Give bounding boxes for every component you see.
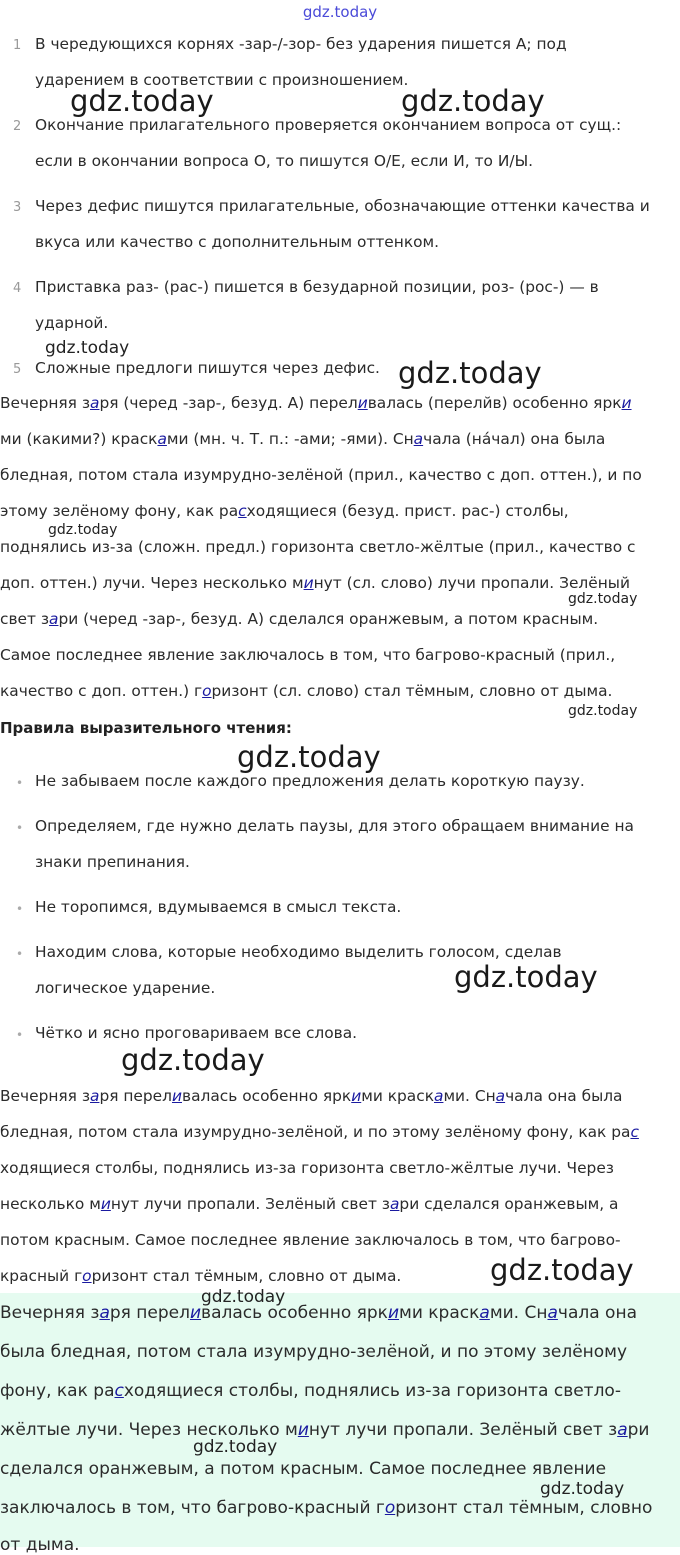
bullet: • (16, 776, 24, 790)
clean-line: красный горизонт стал тёмным, словно от дыма. (0, 1267, 402, 1285)
highlighted-letter: о (82, 1267, 92, 1285)
highlighted-letter: а (617, 1420, 628, 1440)
highlighted-letter: и (189, 1303, 202, 1323)
rule-line: Окончание прилагательного проверяется окончанием вопроса от сущ.: (35, 116, 622, 134)
watermark: gdz.today (540, 1479, 625, 1499)
rule-line: В чередующихся корнях -зар-/-зор- без ударения пишется А; под (35, 35, 567, 53)
highlighted-letter: а (479, 1303, 490, 1323)
watermark: gdz.today (237, 740, 381, 774)
highlighted-letter: и (357, 394, 368, 412)
rule-number: 5 (13, 362, 22, 377)
highlighted-letter: и (387, 1303, 400, 1323)
watermark: gdz.today (201, 1287, 286, 1307)
highlighted-letter: а (413, 430, 424, 448)
rule-line: Приставка раз- (рас-) пишется в безударной позиции, роз- (рос-) — в (35, 278, 599, 296)
highlighted-letter: и (100, 1195, 111, 1213)
site-header[interactable]: gdz.today (302, 3, 378, 21)
highlighted-letter: с (238, 502, 247, 520)
highlighted-letter: с (114, 1381, 124, 1401)
annotated-line: ми (какими?) красками (мн. ч. Т. п.: -ами; -ями). Сначала (нáчал) она была (0, 430, 606, 448)
rule-line: ударной. (35, 314, 109, 332)
rule-number: 1 (13, 38, 22, 53)
bullet: • (16, 821, 24, 835)
rule-line: ударением в соответствии с произношением. (35, 71, 409, 89)
watermark: gdz.today (70, 84, 214, 118)
answer-line: сделался оранжевым, а потом красным. Самое последнее явление (0, 1459, 607, 1479)
clean-line: бледная, потом стала изумрудно-зелёной, и по этому зелёному фону, как рас (0, 1123, 639, 1141)
reading-rule-line: Чётко и ясно проговариваем все слова. (35, 1024, 358, 1042)
annotated-line: Самое последнее явление заключалось в том, что багрово-красный (прил., (0, 646, 616, 664)
highlighted-letter: и (303, 574, 314, 592)
highlighted-letter: а (389, 1195, 400, 1213)
reading-rule-line: Находим слова, которые необходимо выделить голосом, сделав (35, 943, 562, 961)
watermark: gdz.today (398, 356, 542, 390)
highlighted-letter: а (49, 610, 59, 628)
reading-rule-line: Не торопимся, вдумываемся в смысл текста. (35, 898, 402, 916)
highlighted-letter: и (171, 1087, 182, 1105)
annotated-line: этому зелёному фону, как расходящиеся (безуд. прист. рас-) столбы, (0, 502, 569, 520)
annotated-line: доп. оттен.) лучи. Через несколько минут (сл. слово) лучи пропали. Зелёный (0, 574, 630, 592)
clean-line: ходящиеся столбы, поднялись из-за горизонта светло-жёлтые лучи. Через (0, 1159, 614, 1177)
watermark: gdz.today (193, 1437, 278, 1457)
clean-line: Вечерняя заря переливалась особенно яркими красками. Сначала она была (0, 1087, 623, 1105)
watermark: gdz.today (490, 1253, 634, 1287)
rule-line: вкуса или качество с дополнительным оттенком. (35, 233, 440, 251)
annotated-line: свет зари (черед -зар-, безуд. А) сделался оранжевым, а потом красным. (0, 610, 599, 628)
highlighted-letter: а (495, 1087, 506, 1105)
reading-rule-line: Определяем, где нужно делать паузы, для этого обращаем внимание на (35, 817, 634, 835)
bullet: • (16, 902, 24, 916)
reading-rule-line: Не забываем после каждого предложения делать короткую паузу. (35, 772, 585, 790)
watermark: gdz.today (45, 338, 130, 358)
rule-number: 3 (13, 200, 22, 215)
reading-rule-line: знаки препинания. (35, 853, 190, 871)
watermark: gdz.today (568, 703, 638, 719)
rule-line: Сложные предлоги пишутся через дефис. (35, 359, 380, 377)
rule-line: Через дефис пишутся прилагательные, обозначающие оттенки качества и (35, 197, 650, 215)
answer-line: фону, как расходящиеся столбы, поднялись из-за горизонта светло- (0, 1381, 621, 1401)
highlighted-letter: о (202, 682, 212, 700)
highlighted-letter: а (99, 1303, 110, 1323)
annotated-line: поднялись из-за (сложн. предл.) горизонта светло-жёлтые (прил., качество с (0, 538, 636, 556)
highlighted-letter: а (434, 1087, 444, 1105)
annotated-line: качество с доп. оттен.) горизонт (сл. слово) стал тёмным, словно от дыма. (0, 682, 613, 700)
highlighted-letter: с (630, 1123, 639, 1141)
answer-line: заключалось в том, что багрово-красный горизонт стал тёмным, словно (0, 1498, 653, 1518)
watermark: gdz.today (48, 522, 118, 538)
highlighted-letter: а (90, 394, 100, 412)
answer-line: жёлтые лучи. Через несколько минут лучи пропали. Зелёный свет зари (0, 1420, 650, 1440)
rule-number: 2 (13, 119, 22, 134)
reading-rule-line: логическое ударение. (35, 979, 216, 997)
bullet: • (16, 1028, 24, 1042)
clean-line: несколько минут лучи пропали. Зелёный свет зари сделался оранжевым, а (0, 1195, 619, 1213)
highlighted-letter: а (90, 1087, 100, 1105)
highlighted-letter: и (621, 394, 632, 412)
highlighted-letter: и (297, 1420, 309, 1440)
watermark: gdz.today (121, 1043, 265, 1077)
watermark: gdz.today (568, 591, 638, 607)
annotated-line: бледная, потом стала изумрудно-зелёной (прил., качество с доп. оттен.), и по (0, 466, 642, 484)
clean-line: потом красным. Самое последнее явление заключалось в том, что багрово- (0, 1231, 621, 1249)
highlighted-letter: и (351, 1087, 362, 1105)
rule-line: если в окончании вопроса О, то пишутся О/Е, если И, то И/Ы. (35, 152, 534, 170)
answer-line: была бледная, потом стала изумрудно-зелёной, и по этому зелёному (0, 1342, 628, 1362)
answer-line: от дыма. (0, 1535, 80, 1555)
annotated-line: Вечерняя заря (черед -зар-, безуд. А) переливалась (перелйв) особенно ярки (0, 394, 632, 412)
bullet: • (16, 947, 24, 961)
highlighted-letter: о (384, 1498, 396, 1518)
highlighted-letter: а (157, 430, 167, 448)
answer-line: Вечерняя заря переливалась особенно яркими красками. Сначала она (0, 1303, 637, 1323)
rule-number: 4 (13, 281, 22, 296)
section-heading: Правила выразительного чтения: (0, 719, 292, 737)
watermark: gdz.today (401, 84, 545, 118)
highlighted-letter: а (547, 1303, 558, 1323)
watermark: gdz.today (454, 960, 598, 994)
